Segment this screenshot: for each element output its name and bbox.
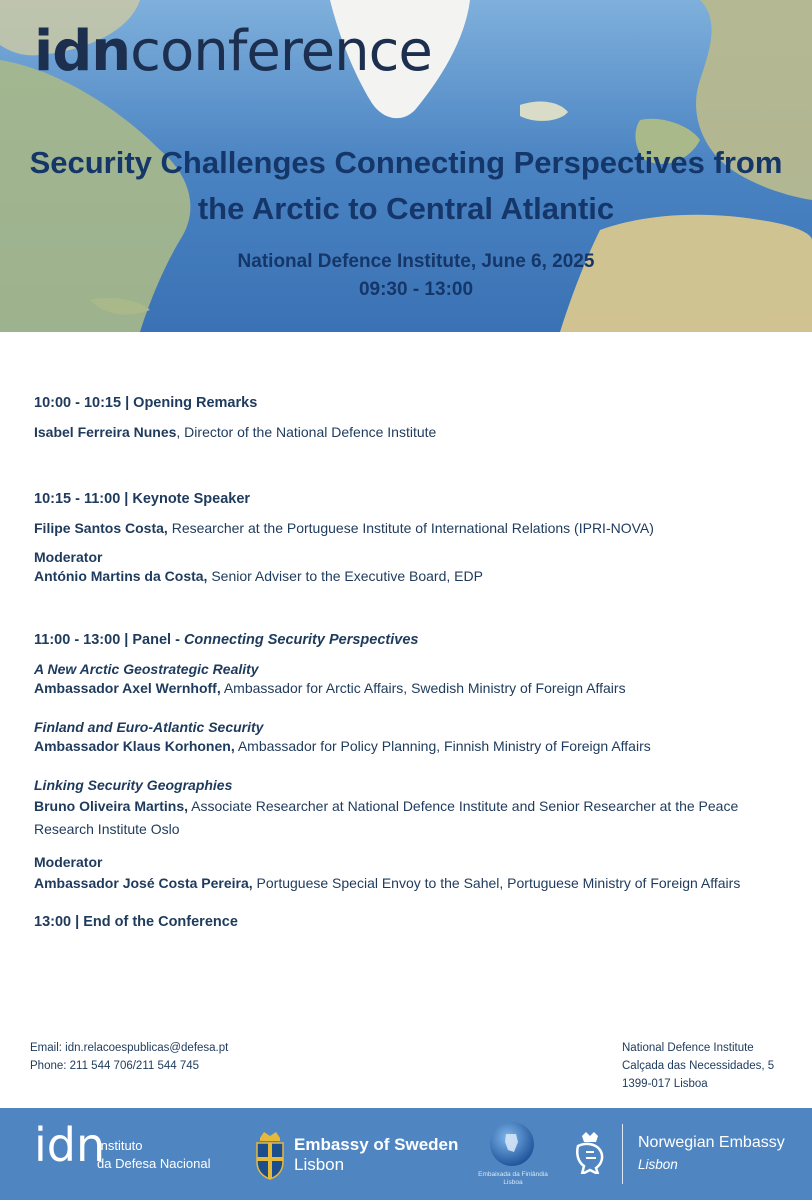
finland-embassy-label [470,1171,556,1187]
moderator-role: Senior Adviser to the Executive Board, EDP [207,568,483,584]
speaker-role: Associate Researcher at National Defence Institute and Senior Researcher at the Peace Research Institute Oslo [34,798,739,837]
session-heading [34,631,794,650]
norway-line-1: Norwegian Embassy [638,1134,785,1151]
idn-line-2: da Defesa Nacional [97,1156,211,1171]
finland-line-2: Lisboa [503,1179,523,1186]
moderator-label: Moderator [34,854,103,870]
address-line-2: Calçada das Necessidades, 5 [622,1060,775,1072]
moderator-name: Ambassador José Costa Pereira, [34,875,253,891]
partners-footer-bar [0,1108,812,1200]
speaker-line [34,423,794,442]
norway-lion-icon [572,1132,608,1174]
speaker-line [34,519,794,538]
sweden-crest-icon [254,1128,286,1180]
closing-line: 13:00 | End of the Conference [34,914,238,930]
address-line-3: 1399-017 Lisboa [622,1078,708,1090]
conference-title [20,140,792,232]
speaker-name: Filipe Santos Costa, [34,520,168,536]
address-line-1: National Defence Institute [622,1042,754,1054]
logo-idn: idn [34,19,131,84]
speaker-name: Bruno Oliveira Martins, [34,798,189,814]
topic-title: Linking Security Geographies [34,777,233,793]
conference-time: 09:30 - 13:00 [358,279,474,300]
moderator-label: Moderator [34,549,103,565]
session-heading: 10:15 - 11:00 | Keynote Speaker [34,491,251,507]
sweden-line-2: Lisbon [294,1155,345,1174]
contact-email[interactable]: Email: idn.relacoespublicas@defesa.pt [30,1042,229,1054]
norway-divider [622,1124,623,1184]
norway-line-2: Lisbon [638,1157,678,1172]
topic-title: Finland and Euro-Atlantic Security [34,719,264,735]
session-heading: 10:00 - 10:15 | Opening Remarks [34,395,258,411]
conference-subtitle [20,248,812,304]
speaker-line [34,795,794,841]
idn-line-1: Instituto [97,1138,143,1153]
session-panel [34,631,794,932]
sweden-embassy-label [294,1135,458,1175]
sweden-line-1: Embassy of Sweden [294,1135,459,1154]
title-line-1: Security Challenges Connecting Perspectives from [29,145,783,180]
title-line-2: the Arctic to Central Atlantic [197,191,615,226]
moderator-line [34,872,794,895]
topic-title: A New Arctic Geostrategic Reality [34,661,259,677]
panel-heading-time: 11:00 - 13:00 | Panel - [34,632,184,648]
venue-date: National Defence Institute, June 6, 2025 [237,251,595,272]
speaker-role: Ambassador for Arctic Affairs, Swedish Ministry of Foreign Affairs [220,680,626,696]
header-banner [0,0,812,332]
contact-info [30,1039,228,1075]
speaker-name: Isabel Ferreira Nunes [34,424,177,440]
speaker-line [34,679,794,698]
session-opening [34,394,794,442]
session-keynote [34,490,794,586]
speaker-role: , Director of the National Defence Institute [176,424,437,440]
speaker-name: Ambassador Axel Wernhoff, [34,680,221,696]
logo-conference: conference [130,19,432,84]
idn-logo: idn [34,1118,106,1172]
finland-line-1: Embaixada da Finlândia [478,1171,548,1178]
speaker-role: Researcher at the Portuguese Institute of International Relations (IPRI-NOVA) [167,520,654,536]
moderator-line [34,567,794,586]
contact-phone: Phone: 211 544 706/211 544 745 [30,1060,200,1072]
norway-embassy-label [638,1132,785,1176]
finland-globe-icon [488,1120,536,1168]
panel-heading-title: Connecting Security Perspectives [183,632,419,648]
moderator-role: Portuguese Special Envoy to the Sahel, Portuguese Ministry of Foreign Affairs [252,875,741,891]
speaker-name: Ambassador Klaus Korhonen, [34,738,235,754]
idn-conference-logo [34,19,432,84]
idn-institute-name [97,1137,210,1173]
speaker-role: Ambassador for Policy Planning, Finnish Ministry of Foreign Affairs [234,738,651,754]
moderator-name: António Martins da Costa, [34,568,208,584]
address-block [622,1039,774,1093]
speaker-line [34,737,794,756]
